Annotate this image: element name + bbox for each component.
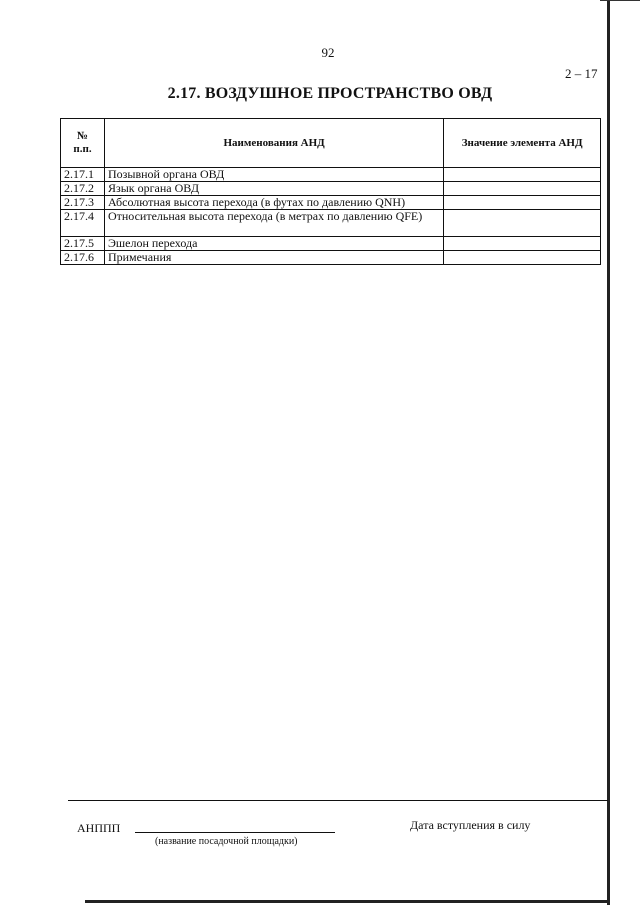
footer-caption: (название посадочной площадки) xyxy=(155,836,298,847)
table-row xyxy=(61,251,601,265)
table-row xyxy=(61,182,601,196)
table-row xyxy=(61,168,601,182)
row-name: Язык органа ОВД xyxy=(104,182,443,196)
table-row xyxy=(61,196,601,210)
footer-effective-date-label: Дата вступления в силу xyxy=(410,818,531,832)
row-name: Примечания xyxy=(104,251,443,265)
row-name: Относительная высота перехода (в метрах по давлению QFE) xyxy=(104,210,443,237)
footer-anppp-label: АНППП xyxy=(77,821,121,835)
section-code: 2 – 17 xyxy=(565,66,598,81)
row-value xyxy=(444,196,601,210)
scan-edge-top xyxy=(600,0,640,1)
scan-edge-right xyxy=(607,0,610,905)
header-name: Наименования АНД xyxy=(104,119,443,168)
scan-edge-bottom xyxy=(85,900,610,903)
row-value xyxy=(444,251,601,265)
row-name: Эшелон перехода xyxy=(104,237,443,251)
table-header-row xyxy=(61,119,601,168)
row-value xyxy=(444,182,601,196)
and-table xyxy=(60,118,601,265)
table-row xyxy=(61,237,601,251)
header-number: № п.п. xyxy=(61,119,105,168)
row-number: 2.17.5 xyxy=(61,237,105,251)
table-row xyxy=(61,210,601,237)
row-number: 2.17.4 xyxy=(61,210,105,237)
footer-divider xyxy=(68,800,608,801)
row-value xyxy=(444,168,601,182)
header-value: Значение элемента АНД xyxy=(444,119,601,168)
row-value xyxy=(444,237,601,251)
row-number: 2.17.2 xyxy=(61,182,105,196)
row-value xyxy=(444,210,601,237)
page-title: 2.17. ВОЗДУШНОЕ ПРОСТРАНСТВО ОВД xyxy=(167,85,493,102)
row-number: 2.17.1 xyxy=(61,168,105,182)
footer-fill-line xyxy=(135,832,335,833)
row-number: 2.17.3 xyxy=(61,196,105,210)
row-name: Абсолютная высота перехода (в футах по давлению QNH) xyxy=(104,196,443,210)
row-number: 2.17.6 xyxy=(61,251,105,265)
row-name: Позывной органа ОВД xyxy=(104,168,443,182)
page-number: 92 xyxy=(321,45,335,60)
